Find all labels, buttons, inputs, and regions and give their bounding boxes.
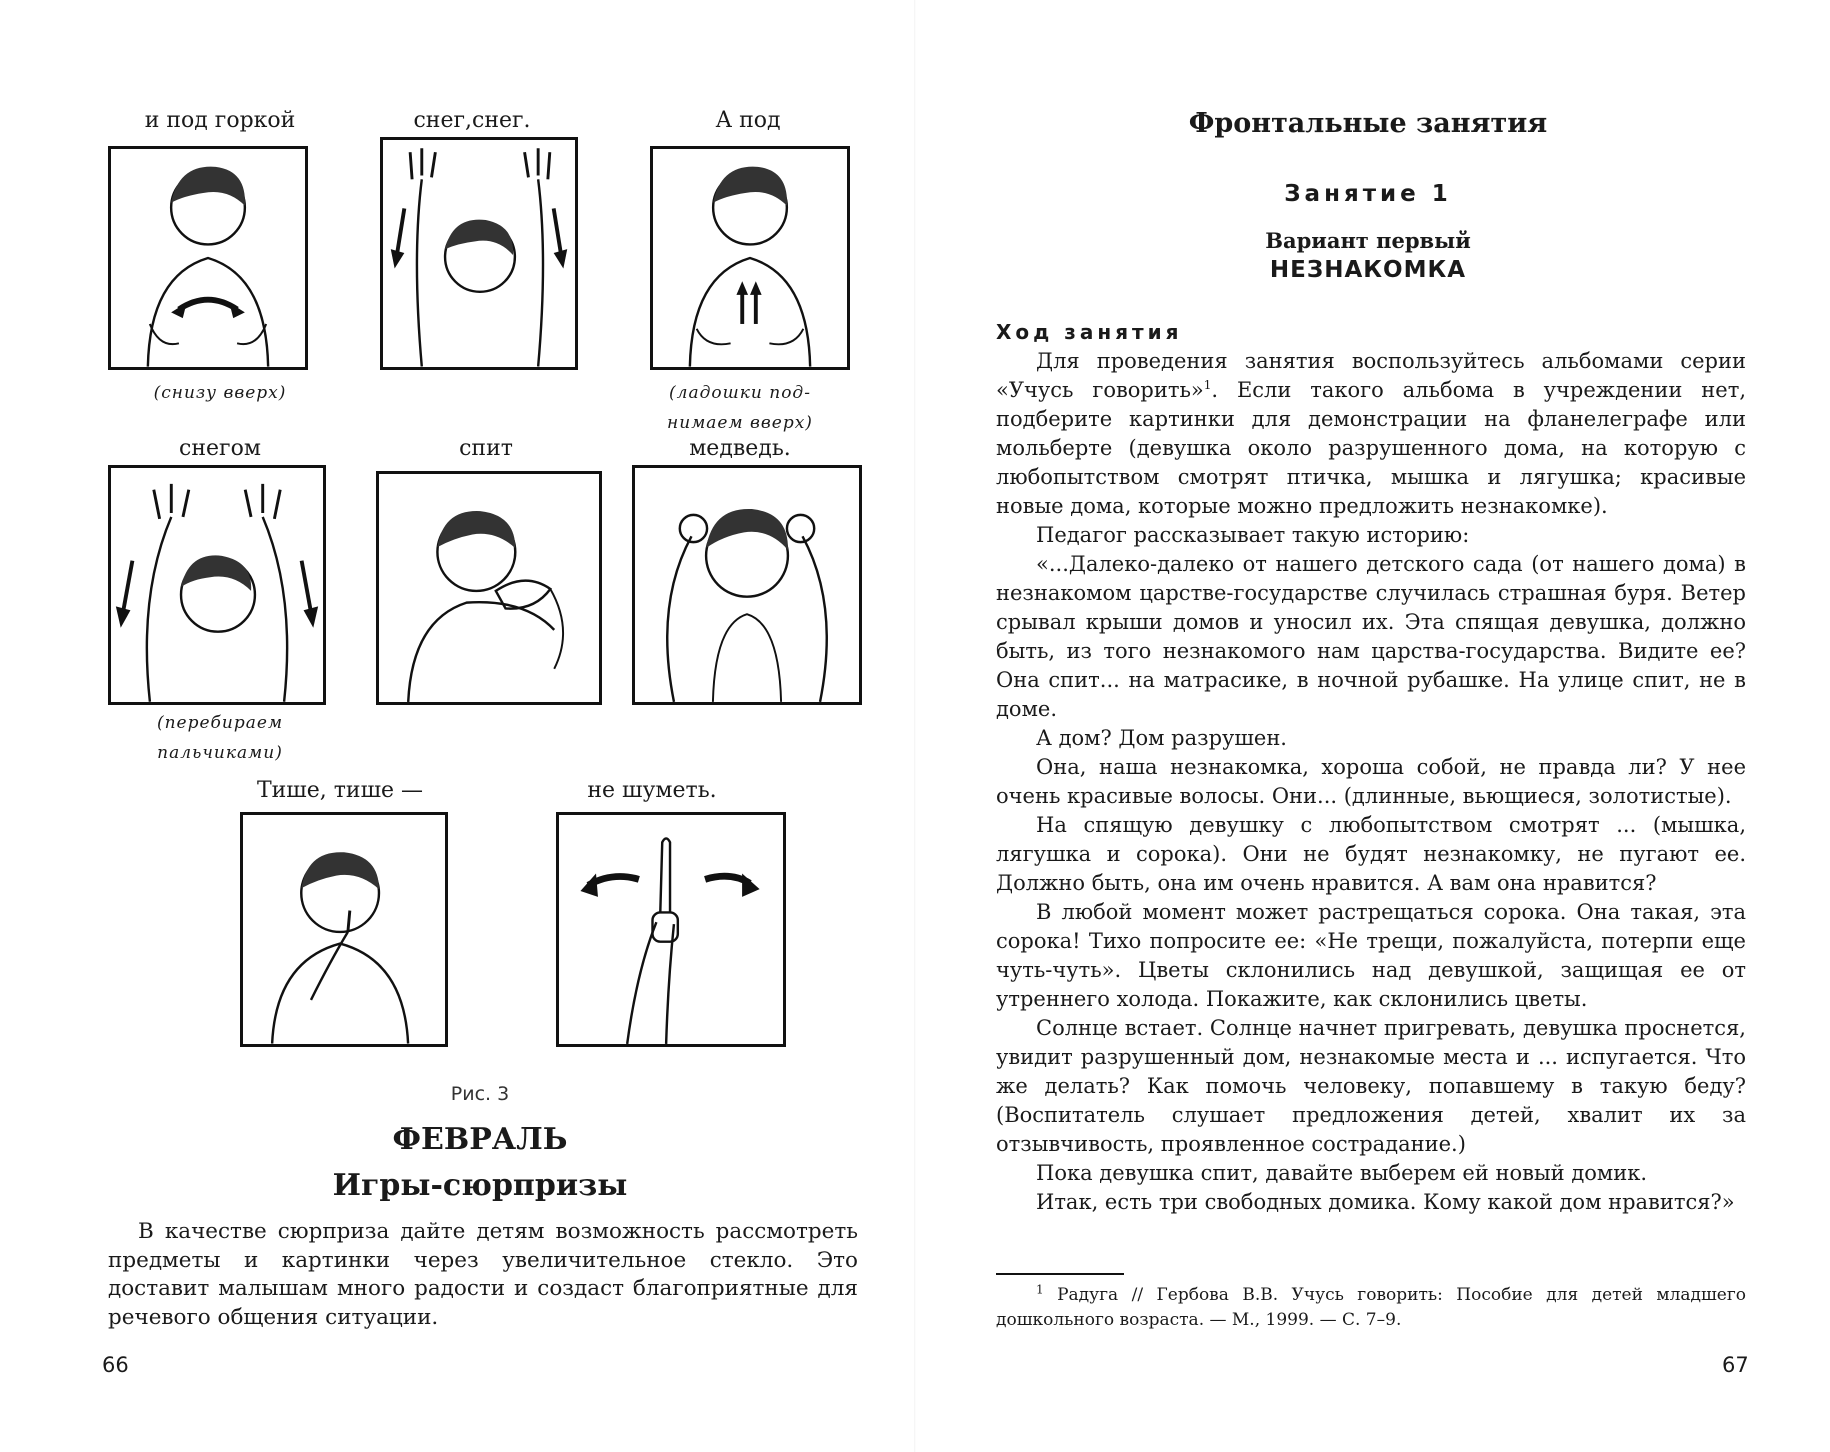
panel-caption-4: снегом bbox=[179, 436, 261, 461]
lesson-progress-heading: Ход занятия bbox=[996, 320, 1183, 344]
panel-note-4-line-1: (перебираем bbox=[156, 713, 284, 733]
paragraph-intro bbox=[996, 347, 1746, 521]
gesture-illustration-4 bbox=[108, 465, 326, 705]
gesture-illustration-5 bbox=[376, 471, 602, 705]
child-hands-up-icon bbox=[383, 140, 575, 367]
child-palms-up-icon bbox=[653, 149, 847, 367]
panel-caption-8: не шуметь. bbox=[587, 778, 717, 803]
footnote-mark: 1 bbox=[1203, 378, 1212, 392]
page-number-left: 66 bbox=[102, 1353, 129, 1377]
paragraph: Солнце встает. Солнце начнет пригревать, девушка проснется, увидит разрушенный дом, незнакомые места и ... испугается. Что же делать? Как помочь человеку, попавшему в такую беду? (Воспитатель слушает предложения детей, хвалит их за отзывчивость, проявленное сострадание.) bbox=[996, 1016, 1746, 1156]
gesture-illustration-3 bbox=[650, 146, 850, 370]
panel-caption-6: медведь. bbox=[689, 436, 791, 461]
chapter-title: Фронтальные занятия bbox=[1188, 108, 1548, 139]
child-sleeping-icon bbox=[379, 474, 599, 702]
gesture-illustration-6 bbox=[632, 465, 862, 705]
paragraph: Она, наша незнакомка, хороша собой, не правда ли? У нее очень красивые волосы. Они... (длинные, вьющиеся, золотистые). bbox=[996, 755, 1746, 808]
panel-note-3-line-2: нимаем вверх) bbox=[667, 413, 813, 433]
footnote-divider bbox=[996, 1273, 1124, 1275]
paragraph: На спящую девушку с любопытством смотрят ... (мышка, лягушка и сорока). Они не будят незнакомку, не пугают ее. Должно быть, она им очень нравится. А вам она нравится? bbox=[996, 813, 1746, 895]
footnote-number: 1 bbox=[1036, 1282, 1044, 1297]
left-paragraph: В качестве сюрприза дайте детям возможность рассмотреть предметы и картинки через увеличительное стекло. Это доставит малышам много радости и создаст благоприятные для речевого общения ситуации. bbox=[108, 1219, 858, 1330]
panel-note-3-line-1: (ладошки под- bbox=[669, 383, 811, 403]
book-gutter bbox=[914, 0, 916, 1452]
left-paragraph-block bbox=[108, 1218, 858, 1332]
gesture-illustration-8 bbox=[556, 812, 786, 1047]
section-heading: Игры-сюрпризы bbox=[332, 1168, 628, 1203]
paragraph-intro-text: Для проведения занятия воспользуйтесь альбомами серии «Учусь говорить» bbox=[996, 349, 1746, 402]
paragraph: Итак, есть три свободных домика. Кому какой дом нравится?» bbox=[1036, 1190, 1735, 1214]
panel-caption-1: и под горкой bbox=[144, 108, 296, 133]
panel-caption-3: А под bbox=[715, 108, 781, 133]
paragraph: «...Далеко-далеко от нашего детского сада (от нашего дома) в незнакомом царстве-государстве случилась страшная буря. Ветер срывал крыши домов и уносил их. Эта спящая девушка, должно быть, из того незнакомого нам царства-государства. Видите ее? Она спит... на матрасике, в ночной рубашке. На улице спит, не в доме. bbox=[996, 552, 1746, 721]
paragraph: Пока девушка спит, давайте выберем ей новый домик. bbox=[1036, 1161, 1648, 1185]
child-wiggling-fingers-icon bbox=[111, 468, 323, 702]
gesture-illustration-7 bbox=[240, 812, 448, 1047]
child-gesture-arrow-icon bbox=[111, 149, 305, 367]
panel-caption-7: Тише, тише — bbox=[256, 778, 424, 803]
lesson-number: Занятие 1 bbox=[1284, 181, 1452, 207]
child-bear-ears-icon bbox=[635, 468, 859, 702]
month-heading: ФЕВРАЛЬ bbox=[392, 1122, 568, 1157]
raised-finger-arrows-icon bbox=[559, 815, 783, 1044]
footnote-text-line bbox=[996, 1283, 1746, 1333]
panel-caption-5: спит bbox=[459, 436, 513, 461]
footnote-text: Радуга // Гербова В.В. Учусь говорить: Пособие для детей младшего дошкольного возраста. — М., 1999. — С. 7–9. bbox=[996, 1285, 1746, 1330]
panel-caption-2: снег,снег. bbox=[413, 108, 531, 133]
lesson-body bbox=[996, 318, 1746, 1217]
paragraph: Педагог рассказывает такую историю: bbox=[1036, 523, 1470, 547]
panel-note-1: (снизу вверх) bbox=[153, 383, 287, 403]
footnote bbox=[996, 1283, 1746, 1333]
figure-label: Рис. 3 bbox=[450, 1083, 510, 1105]
paragraph: А дом? Дом разрушен. bbox=[1036, 726, 1287, 750]
paragraph: В любой момент может растрещаться сорока. Она такая, эта сорока! Тихо попросите ее: «Не трещи, пожалуйста, потерпи еще чуть-чуть». Цветы склонились над девушкой, защищая ее от утреннего холода. Покажите, как склонились цветы. bbox=[996, 900, 1746, 1011]
gesture-illustration-1 bbox=[108, 146, 308, 370]
child-finger-on-lips-icon bbox=[243, 815, 445, 1044]
page-number-right: 67 bbox=[1722, 1353, 1749, 1377]
lesson-variant: Вариант первый bbox=[1265, 228, 1471, 253]
lesson-name: НЕЗНАКОМКА bbox=[1269, 257, 1467, 283]
panel-note-4-line-2: пальчиками) bbox=[157, 743, 283, 763]
gesture-illustration-2 bbox=[380, 137, 578, 370]
paragraph-intro-rest: . Если такого альбома в учреждении нет, подберите картинки для демонстрации на фланелеграфе или мольберте (девушка около разрушенного дома, на которую с любопытством смотрят птичка, мышка и лягушка; красивые новые дома, которые можно предложить незнакомке). bbox=[996, 378, 1746, 518]
